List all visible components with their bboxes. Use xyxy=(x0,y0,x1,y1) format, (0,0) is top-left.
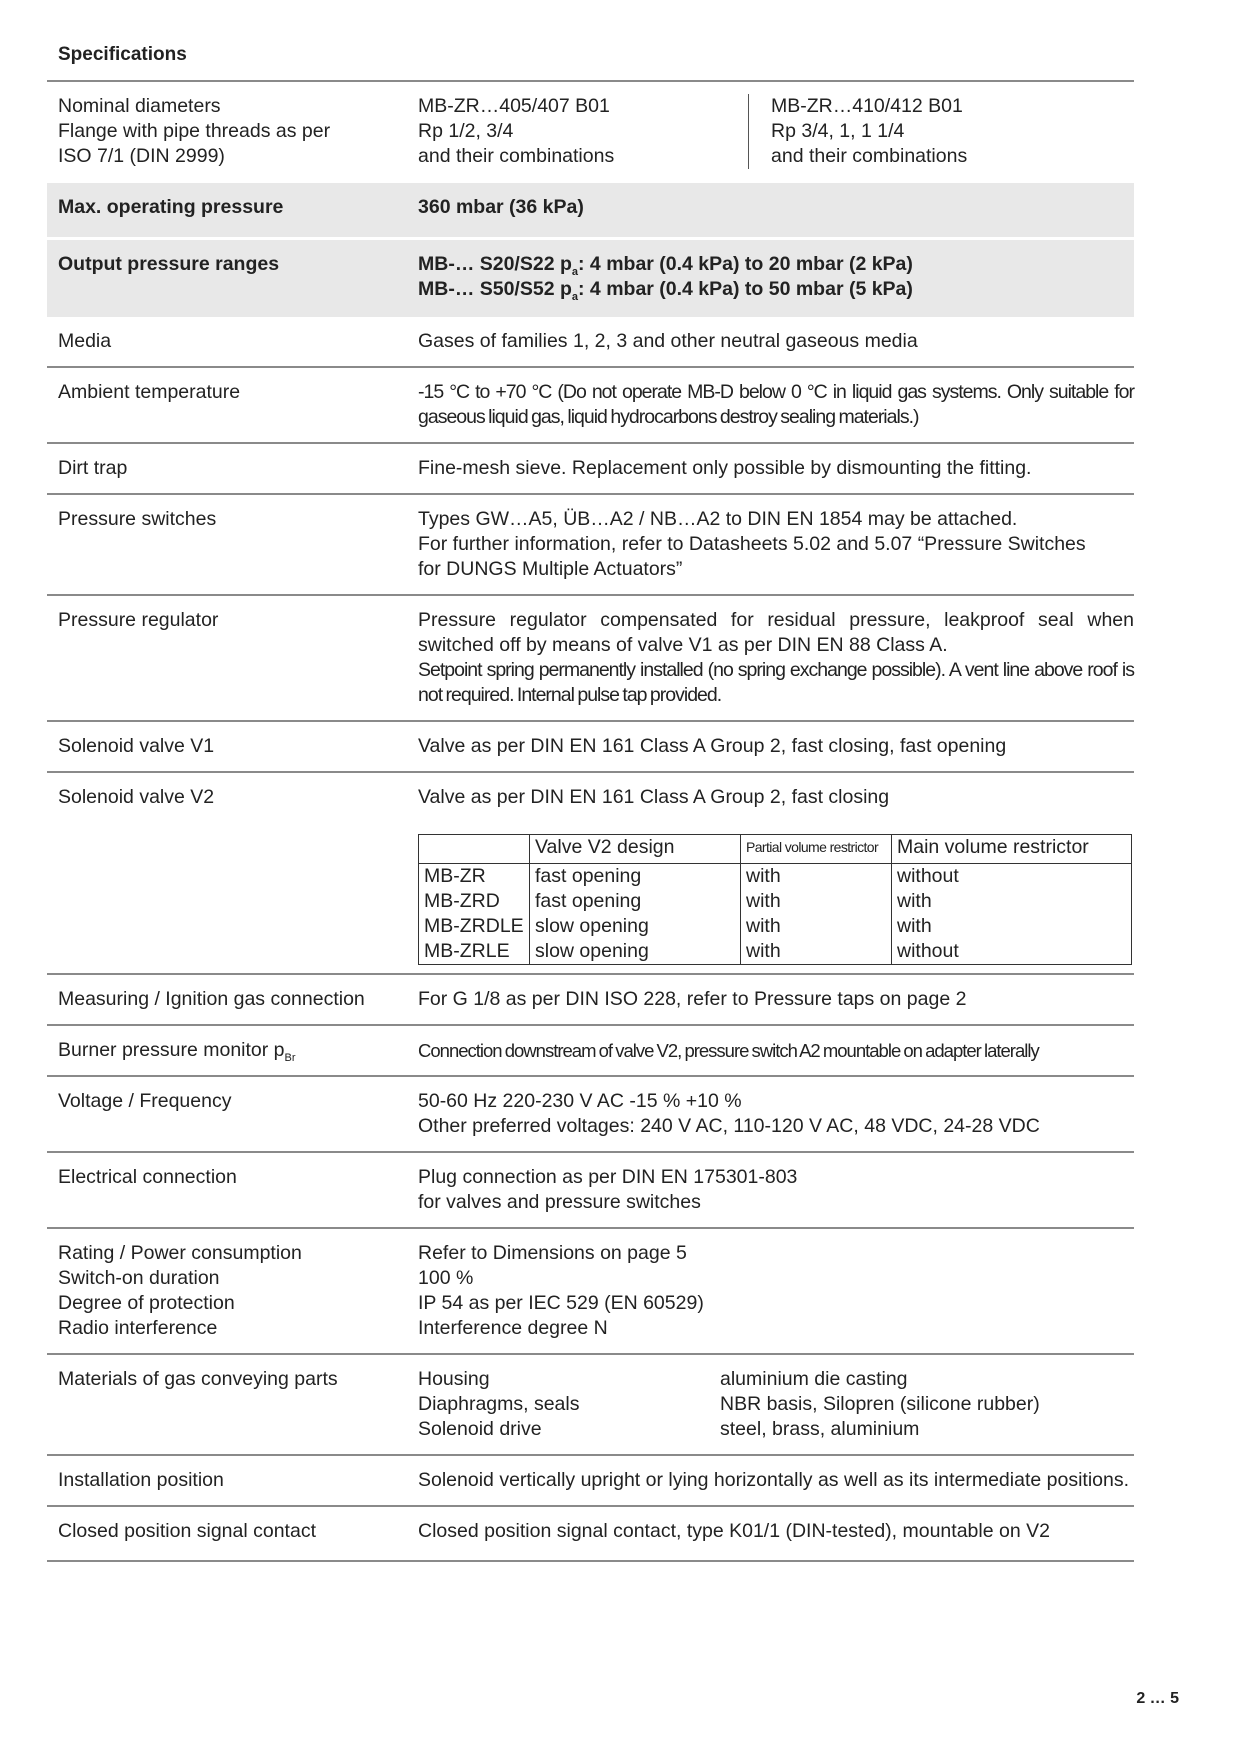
spec-row-voltage-frequency xyxy=(47,1077,1134,1153)
table-cell: fast opening xyxy=(530,889,741,914)
value-line: Types GW…A5, ÜB…A2 / NB…A2 to DIN EN 1854 may be attached. xyxy=(418,508,1018,530)
spec-value: Valve as per DIN EN 161 Class A Group 2, fast closing, fast opening xyxy=(418,735,1007,757)
table-cell: without xyxy=(892,864,1132,890)
text: : 4 mbar (0.4 kPa) to 20 mbar (2 kPa) xyxy=(578,253,913,275)
table-cell: with xyxy=(741,889,892,914)
text: : 4 mbar (0.4 kPa) to 50 mbar (5 kPa) xyxy=(578,278,913,300)
spec-value xyxy=(418,1089,1134,1139)
spec-row-closed-position-signal xyxy=(47,1507,1134,1562)
spec-label: Max. operating pressure xyxy=(58,196,284,218)
spec-value xyxy=(418,1468,1134,1493)
spec-row-measuring-ignition xyxy=(47,975,1134,1026)
spec-value xyxy=(418,608,1134,708)
spec-value: For G 1/8 as per DIN ISO 228, refer to Pressure taps on page 2 xyxy=(418,988,967,1010)
material-part: Solenoid drive xyxy=(418,1418,542,1440)
spec-row-installation-position xyxy=(47,1456,1134,1507)
spec-row-media xyxy=(47,317,1134,368)
value-line: for valves and pressure switches xyxy=(418,1191,701,1213)
value-line: MB-ZR…405/407 B01 xyxy=(418,95,610,117)
spec-label: Measuring / Ignition gas connection xyxy=(58,988,365,1010)
spec-value: Fine-mesh sieve. Replacement only possible by dismounting the fitting. xyxy=(418,457,1032,479)
spec-label: Materials of gas conveying parts xyxy=(58,1368,338,1390)
spec-row-pressure-switches xyxy=(47,495,1134,596)
label-line: Nominal diameters xyxy=(58,95,221,117)
spec-value xyxy=(418,1038,1134,1063)
table-cell: with xyxy=(892,914,1132,939)
page-number: 2 … 5 xyxy=(1136,1690,1179,1707)
table-cell: MB-ZRD xyxy=(419,889,530,914)
spec-page xyxy=(47,40,1134,1562)
table-header: Partial volume restrictor xyxy=(741,835,892,864)
label-line: ISO 7/1 (DIN 2999) xyxy=(58,145,225,167)
table-cell: with xyxy=(741,914,892,939)
spec-label: Pressure switches xyxy=(58,508,217,530)
material-item xyxy=(418,1392,1134,1417)
value-line: Refer to Dimensions on page 5 xyxy=(418,1242,687,1264)
spec-row-solenoid-valve-v1 xyxy=(47,722,1134,773)
material-name: NBR basis, Silopren (silicone rubber) xyxy=(720,1393,1040,1415)
spec-row-ambient-temperature xyxy=(47,368,1134,444)
spec-row-electrical-connection xyxy=(47,1153,1134,1229)
material-part: Housing xyxy=(418,1368,490,1390)
table-cell: fast opening xyxy=(530,864,741,890)
label-line: Rating / Power consumption xyxy=(58,1242,302,1264)
table-cell: MB-ZRLE xyxy=(419,939,530,965)
table-cell: MB-ZRDLE xyxy=(419,914,530,939)
value-line: IP 54 as per IEC 529 (EN 60529) xyxy=(418,1292,704,1314)
value-line: Rp 3/4, 1, 1 1/4 xyxy=(771,120,905,142)
spec-label: Dirt trap xyxy=(58,457,128,479)
spec-label: Media xyxy=(58,330,112,352)
table-cell: with xyxy=(741,864,892,890)
value-text: Solenoid vertically upright or lying horizontally as well as its intermediate positions. xyxy=(418,1469,1130,1491)
value-line xyxy=(418,277,1134,302)
text: MB-… S50/S52 p xyxy=(418,278,572,300)
spec-value xyxy=(418,94,1134,169)
value-line: 100 % xyxy=(418,1267,474,1289)
subscript: a xyxy=(571,266,579,278)
spec-value xyxy=(418,380,1134,430)
value-text: Connection downstream of valve V2, pressure switch A2 mountable on adapter laterally xyxy=(418,1040,1039,1061)
value-text: -15 °C to +70 °C (Do not operate MB-D below 0 °C in liquid gas systems. Only suitable for gaseous liquid gas, liquid hydrocarbons destroy sealing materials.) xyxy=(418,381,1134,428)
value-line: For further information, refer to Datasheets 5.02 and 5.07 “Pressure Switches xyxy=(418,533,1086,555)
value-line: Interference degree N xyxy=(418,1317,608,1339)
spec-value xyxy=(418,1241,1134,1341)
spec-row-burner-pressure-monitor xyxy=(47,1026,1134,1077)
value-line: Other preferred voltages: 240 V AC, 110-120 V AC, 48 VDC, 24-28 VDC xyxy=(418,1115,1040,1137)
spec-value xyxy=(418,785,1134,965)
table-header: Valve V2 design xyxy=(530,835,741,864)
value-line: Plug connection as per DIN EN 175301-803 xyxy=(418,1166,798,1188)
spec-row-nominal-diameters xyxy=(47,82,1134,183)
spec-value: Closed position signal contact, type K01/1 (DIN-tested), mountable on V2 xyxy=(418,1520,1050,1542)
table-cell: with xyxy=(892,889,1132,914)
spec-label: Ambient temperature xyxy=(58,381,241,403)
nominal-column-1 xyxy=(418,94,749,169)
spec-label: Solenoid valve V2 xyxy=(58,786,215,808)
spec-row-output-pressure-ranges xyxy=(47,240,1134,317)
material-item xyxy=(418,1417,1134,1442)
spec-label xyxy=(47,94,418,169)
spec-value xyxy=(418,252,1134,302)
table-row xyxy=(419,914,1132,939)
spec-label: Solenoid valve V1 xyxy=(58,735,215,757)
table-cell: MB-ZR xyxy=(419,864,530,890)
spec-row-pressure-regulator xyxy=(47,596,1134,722)
value-line: Valve as per DIN EN 161 Class A Group 2, fast closing xyxy=(418,786,890,808)
valve-v2-table xyxy=(418,834,1132,965)
label-line: Switch-on duration xyxy=(58,1267,220,1289)
text: MB-… S20/S22 p xyxy=(418,253,572,275)
spec-label: Electrical connection xyxy=(58,1166,237,1188)
spec-label xyxy=(47,1038,418,1063)
table-header xyxy=(419,835,530,864)
section-title: Specifications xyxy=(58,44,187,65)
material-item xyxy=(418,1367,1134,1392)
table-cell: slow opening xyxy=(530,914,741,939)
material-name: aluminium die casting xyxy=(720,1368,908,1390)
spec-row-dirt-trap xyxy=(47,444,1134,495)
table-cell: without xyxy=(892,939,1132,965)
label-line: Flange with pipe threads as per xyxy=(58,120,331,142)
value-paragraph: Setpoint spring permanently installed (no spring exchange possible). A vent line above roof is not required. Internal pulse tap provided. xyxy=(418,659,1134,706)
table-header: Main volume restrictor xyxy=(892,835,1132,864)
material-name: steel, brass, aluminium xyxy=(720,1418,920,1440)
table-cell: slow opening xyxy=(530,939,741,965)
subscript: a xyxy=(571,291,579,303)
label-line: Radio interference xyxy=(58,1317,218,1339)
table-cell: with xyxy=(741,939,892,965)
spec-value xyxy=(418,1165,1134,1215)
value-line: 50-60 Hz 220-230 V AC -15 % +10 % xyxy=(418,1090,742,1112)
spec-row-solenoid-valve-v2 xyxy=(47,773,1134,975)
spec-value: Gases of families 1, 2, 3 and other neutral gaseous media xyxy=(418,330,918,352)
value-line: and their combinations xyxy=(771,145,968,167)
spec-label xyxy=(47,1241,418,1341)
value-line: and their combinations xyxy=(418,145,615,167)
value-line: for DUNGS Multiple Actuators” xyxy=(418,558,683,580)
value-paragraph: Pressure regulator compensated for residual pressure, leakproof seal when switched off by means of valve V1 as per DIN EN 88 Class A. xyxy=(418,609,1134,656)
spec-value: 360 mbar (36 kPa) xyxy=(418,196,584,218)
spec-label: Installation position xyxy=(58,1469,224,1491)
table-row xyxy=(419,889,1132,914)
spec-row-materials xyxy=(47,1355,1134,1456)
spec-value xyxy=(418,1367,1134,1442)
table-header-row xyxy=(419,835,1132,864)
spec-row-rating xyxy=(47,1229,1134,1355)
spec-value xyxy=(418,507,1134,582)
spec-label: Closed position signal contact xyxy=(58,1520,316,1542)
spec-label: Pressure regulator xyxy=(58,609,219,631)
text: Burner pressure monitor p xyxy=(58,1039,285,1061)
subscript: Br xyxy=(284,1052,296,1064)
value-line xyxy=(418,252,1134,277)
spec-row-max-operating-pressure xyxy=(47,183,1134,240)
table-row xyxy=(419,864,1132,890)
material-part: Diaphragms, seals xyxy=(418,1393,580,1415)
table-row xyxy=(419,939,1132,965)
spec-label: Output pressure ranges xyxy=(58,253,280,275)
value-line: MB-ZR…410/412 B01 xyxy=(771,95,963,117)
value-line: Rp 1/2, 3/4 xyxy=(418,120,514,142)
nominal-column-2 xyxy=(771,94,967,169)
label-line: Degree of protection xyxy=(58,1292,235,1314)
spec-label: Voltage / Frequency xyxy=(58,1090,232,1112)
